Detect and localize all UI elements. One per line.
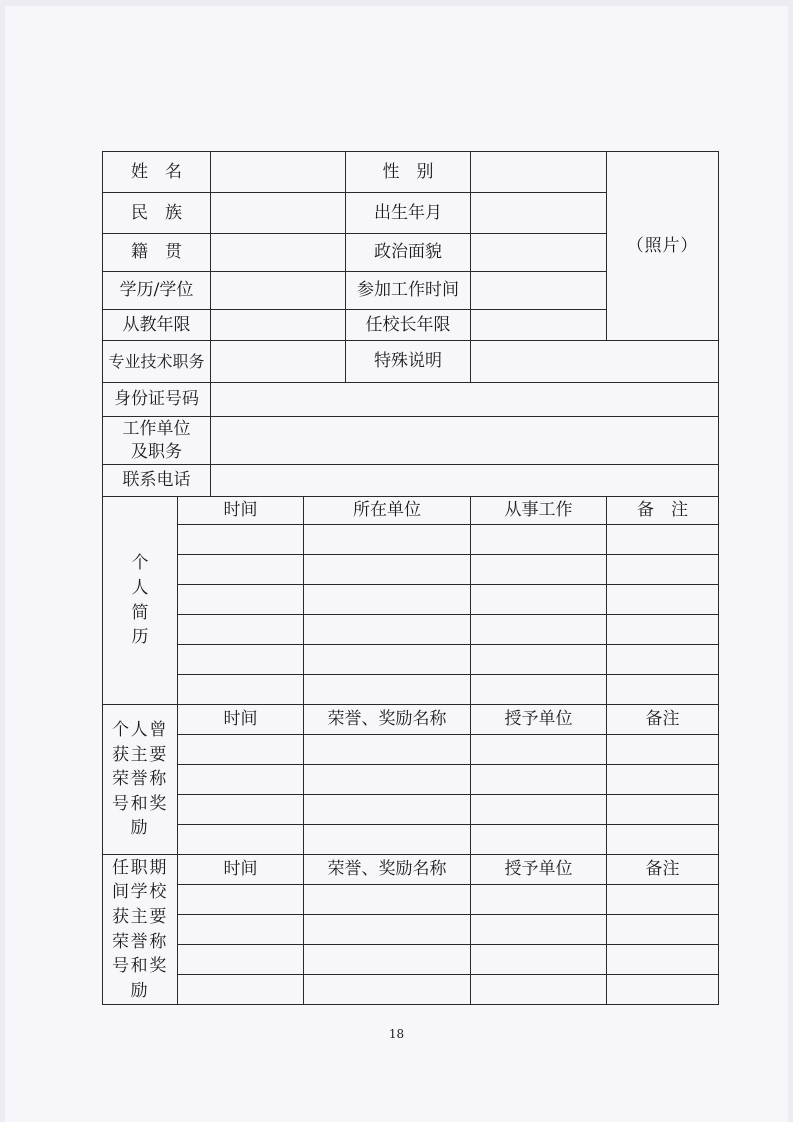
resume-cell[interactable] [471, 585, 607, 615]
resume-cell[interactable] [178, 645, 304, 675]
page-edge-right [788, 0, 793, 1122]
education-label: 学历/学位 [103, 272, 211, 310]
ethnicity-label: 民 族 [103, 193, 211, 234]
school-honors-cell[interactable] [471, 885, 607, 915]
school-honors-header-time: 时间 [178, 855, 304, 885]
school-honors-cell[interactable] [304, 885, 471, 915]
personal-honors-cell[interactable] [178, 735, 304, 765]
page-number: 18 [388, 1027, 405, 1041]
school-honors-cell[interactable] [304, 975, 471, 1005]
resume-cell[interactable] [304, 525, 471, 555]
resume-header-notes: 备 注 [607, 497, 719, 525]
school-honors-cell[interactable] [471, 915, 607, 945]
school-honors-cell[interactable] [304, 945, 471, 975]
gender-label: 性 别 [346, 152, 471, 193]
school-honors-cell[interactable] [178, 945, 304, 975]
personal-honors-cell[interactable] [471, 825, 607, 855]
ethnicity-field[interactable] [211, 193, 346, 234]
resume-cell[interactable] [471, 615, 607, 645]
school-honors-cell[interactable] [607, 945, 719, 975]
school-honors-cell[interactable] [304, 915, 471, 945]
school-honors-header-grantor: 授予单位 [471, 855, 607, 885]
resume-cell[interactable] [607, 675, 719, 705]
resume-header-unit: 所在单位 [304, 497, 471, 525]
personal-honors-cell[interactable] [471, 765, 607, 795]
personal-honors-cell[interactable] [471, 795, 607, 825]
personal-honors-cell[interactable] [471, 735, 607, 765]
name-label: 姓 名 [103, 152, 211, 193]
resume-cell[interactable] [304, 615, 471, 645]
principal-years-label: 任校长年限 [346, 310, 471, 341]
special-notes-label: 特殊说明 [346, 341, 471, 383]
school-honors-cell[interactable] [178, 975, 304, 1005]
work-start-field[interactable] [471, 272, 607, 310]
resume-cell[interactable] [178, 615, 304, 645]
school-honors-cell[interactable] [607, 975, 719, 1005]
resume-cell[interactable] [178, 675, 304, 705]
school-honors-cell[interactable] [607, 915, 719, 945]
political-field[interactable] [471, 234, 607, 272]
phone-field[interactable] [211, 465, 719, 497]
resume-cell[interactable] [304, 645, 471, 675]
personal-honors-header-grantor: 授予单位 [471, 705, 607, 735]
page-edge-top [0, 0, 793, 6]
personal-honors-cell[interactable] [304, 735, 471, 765]
personal-honors-cell[interactable] [178, 765, 304, 795]
personal-honors-cell[interactable] [178, 795, 304, 825]
workplace-field[interactable] [211, 417, 719, 465]
school-honors-side-label: 任职期间学校获主要荣誉称号和奖励 [103, 855, 178, 1005]
personal-honors-cell[interactable] [607, 795, 719, 825]
personal-honors-cell[interactable] [304, 825, 471, 855]
resume-cell[interactable] [471, 675, 607, 705]
resume-cell[interactable] [607, 615, 719, 645]
personal-honors-cell[interactable] [607, 735, 719, 765]
political-label: 政治面貌 [346, 234, 471, 272]
personal-honors-header-time: 时间 [178, 705, 304, 735]
resume-cell[interactable] [607, 645, 719, 675]
resume-cell[interactable] [178, 585, 304, 615]
id-number-field[interactable] [211, 383, 719, 417]
name-field[interactable] [211, 152, 346, 193]
resume-cell[interactable] [178, 525, 304, 555]
personal-honors-header-notes: 备注 [607, 705, 719, 735]
workplace-label: 工作单位及职务 [103, 417, 211, 465]
personal-honors-header-name: 荣誉、奖励名称 [304, 705, 471, 735]
school-honors-cell[interactable] [607, 885, 719, 915]
resume-cell[interactable] [178, 555, 304, 585]
resume-cell[interactable] [607, 585, 719, 615]
photo-label: （照片） [626, 235, 699, 256]
page-edge-left [0, 0, 5, 1122]
education-field[interactable] [211, 272, 346, 310]
resume-cell[interactable] [607, 525, 719, 555]
registration-form-table [102, 151, 719, 1005]
school-honors-header-notes: 备注 [607, 855, 719, 885]
school-honors-cell[interactable] [471, 975, 607, 1005]
id-number-label: 身份证号码 [103, 383, 211, 417]
personal-honors-cell[interactable] [304, 765, 471, 795]
resume-cell[interactable] [471, 555, 607, 585]
school-honors-header-name: 荣誉、奖励名称 [304, 855, 471, 885]
professional-title-field[interactable] [211, 341, 346, 383]
school-honors-cell[interactable] [178, 915, 304, 945]
resume-cell[interactable] [304, 675, 471, 705]
work-start-label: 参加工作时间 [346, 272, 471, 310]
school-honors-cell[interactable] [178, 885, 304, 915]
special-notes-field[interactable] [471, 341, 719, 383]
resume-cell[interactable] [471, 525, 607, 555]
resume-cell[interactable] [304, 555, 471, 585]
personal-honors-side-label: 个人曾获主要荣誉称号和奖励 [103, 705, 178, 855]
teaching-years-label: 从教年限 [103, 310, 211, 341]
personal-honors-cell[interactable] [607, 765, 719, 795]
gender-field[interactable] [471, 152, 607, 193]
birth-label: 出生年月 [346, 193, 471, 234]
resume-cell[interactable] [304, 585, 471, 615]
native-place-field[interactable] [211, 234, 346, 272]
resume-side-label: 个人简历 [103, 497, 178, 705]
photo-box[interactable] [607, 152, 719, 341]
personal-honors-cell[interactable] [607, 825, 719, 855]
personal-honors-cell[interactable] [304, 795, 471, 825]
native-place-label: 籍 贯 [103, 234, 211, 272]
principal-years-field[interactable] [471, 310, 607, 341]
resume-header-time: 时间 [178, 497, 304, 525]
phone-label: 联系电话 [103, 465, 211, 497]
school-honors-cell[interactable] [471, 945, 607, 975]
resume-cell[interactable] [471, 645, 607, 675]
resume-cell[interactable] [607, 555, 719, 585]
personal-honors-cell[interactable] [178, 825, 304, 855]
birth-field[interactable] [471, 193, 607, 234]
resume-header-work: 从事工作 [471, 497, 607, 525]
professional-title-label: 专业技术职务 [103, 341, 211, 383]
teaching-years-field[interactable] [211, 310, 346, 341]
